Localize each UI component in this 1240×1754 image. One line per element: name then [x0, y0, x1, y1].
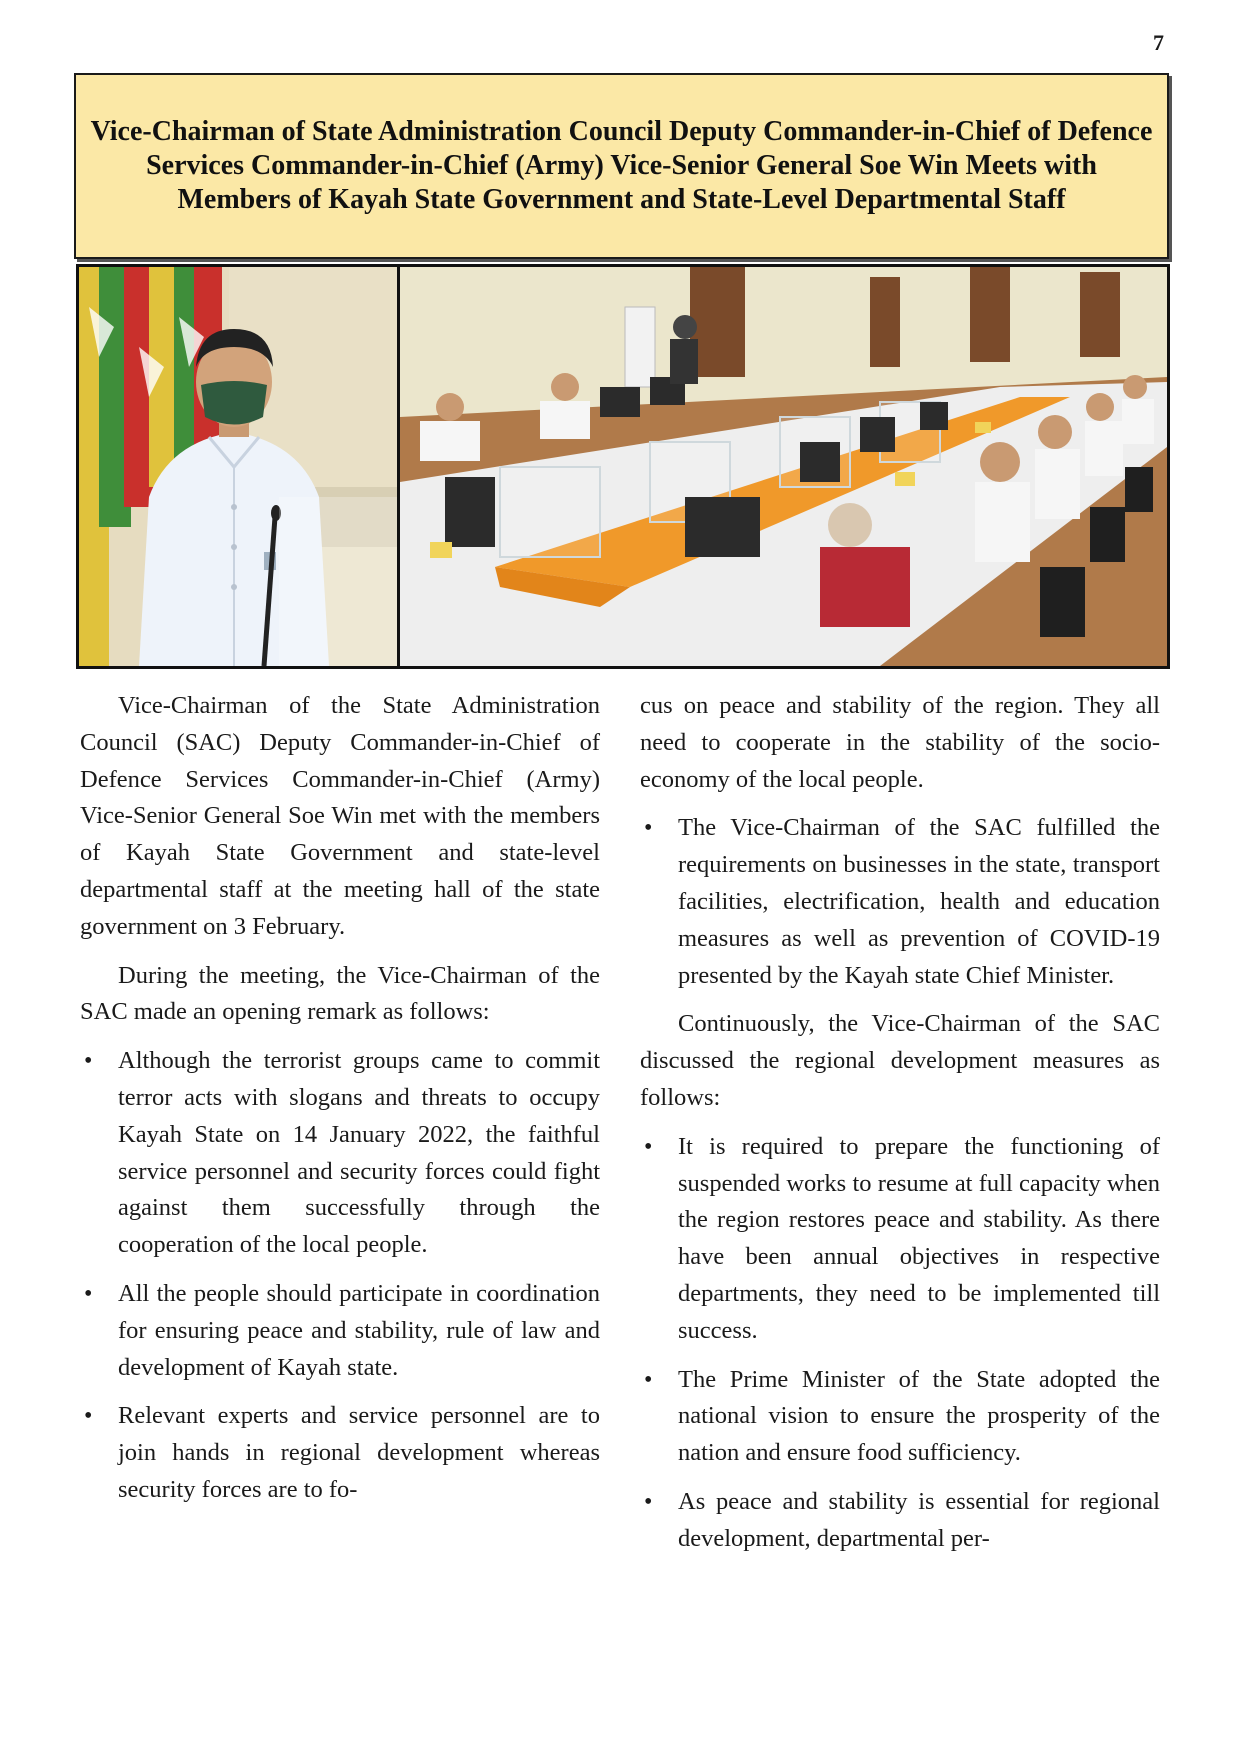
continued-bullet-text: cus on peace and stability of the region. They all need to cooperate in the stability of the socio-economy of the local people.	[640, 692, 1160, 793]
meeting-hall-illustration	[400, 267, 1167, 666]
bullet-icon: •	[84, 1403, 93, 1430]
title-box	[74, 73, 1169, 259]
development-measures-paragraph: Continuously, the Vice-Chairman of the SAC discussed the regional development measures as follows:	[640, 1010, 1160, 1111]
vice-senior-general-portrait	[79, 267, 397, 666]
bullet-icon: •	[644, 1133, 653, 1160]
opening-remark-paragraph: During the meeting, the Vice-Chairman of the SAC made an opening remark as follows:	[80, 961, 600, 1026]
list-item: • Although the terrorist groups came to commit terror acts with slogans and threats to occupy Kayah State on 14 January 2022, the faithful service personnel and security forces could fight against them successfully through the cooperation of the local people.	[80, 1043, 600, 1264]
article-title: Vice-Chairman of State Administration Council Deputy Commander-in-Chief of Defence Services Commander-in-Chief (Army) Vice-Senior General Soe Win Meets with Members of Kayah State Government and State-Level Departmental Staff	[90, 116, 1153, 215]
bullet-icon: •	[644, 1366, 653, 1393]
development-measures-list	[640, 1129, 1160, 1558]
list-item: • All the people should participate in coordination for ensuring peace and stability, rule of law and development of Kayah state.	[80, 1276, 600, 1386]
list-item: • As peace and stability is essential for regional development, departmental per-	[640, 1484, 1160, 1558]
photo-frame	[76, 264, 1170, 669]
left-column	[80, 688, 600, 1521]
bullet-icon: •	[644, 1488, 653, 1515]
page-number: 7	[1153, 30, 1164, 55]
bullet-icon: •	[84, 1280, 93, 1307]
meeting-hall-photo	[400, 267, 1167, 666]
portrait-illustration	[79, 267, 397, 666]
list-item: • It is required to prepare the functioning of suspended works to resume at full capacity when the region restores peace and stability. As there have been annual objectives in respective departments, they need to be implemented till success.	[640, 1129, 1160, 1350]
list-item: • The Vice-Chairman of the SAC fulfilled the requirements on businesses in the state, transport facilities, electrification, health and education measures as well as prevention of COVID-19 presented by the Kayah state Chief Minister.	[640, 810, 1160, 994]
fulfilled-requirements-list	[640, 810, 1160, 994]
list-item: • Relevant experts and service personnel are to join hands in regional development whereas security forces are to fo-	[80, 1398, 600, 1508]
intro-paragraph: Vice-Chairman of the State Administration Council (SAC) Deputy Commander-in-Chief of Defence Services Commander-in-Chief (Army) Vice-Senior General Soe Win met with the members of Kayah State Government and state-level departmental staff at the meeting hall of the state government on 3 February.	[80, 692, 600, 940]
bullet-icon: •	[84, 1048, 93, 1075]
bullet-icon: •	[644, 815, 653, 842]
right-column	[640, 688, 1160, 1570]
list-item: • The Prime Minister of the State adopted the national vision to ensure the prosperity of the nation and ensure food sufficiency.	[640, 1362, 1160, 1472]
opening-remark-list	[80, 1043, 600, 1509]
